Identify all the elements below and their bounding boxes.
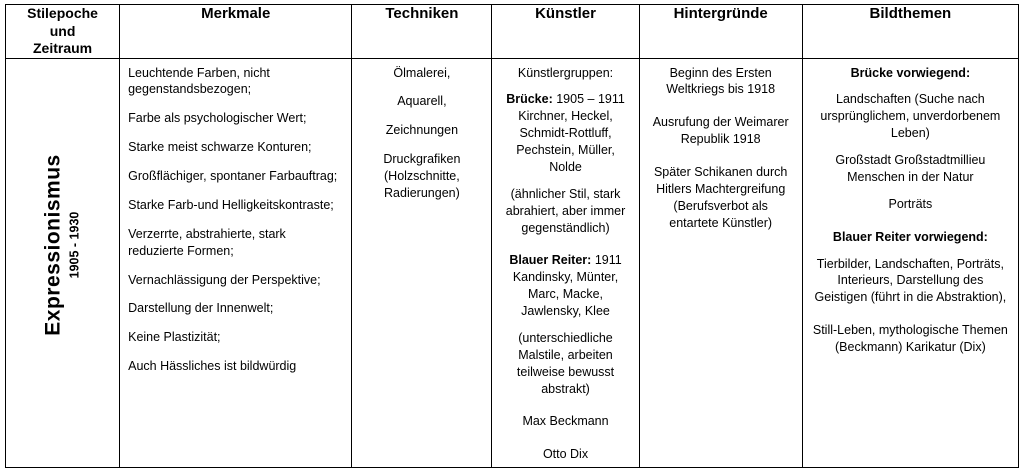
- merkmale-list: [120, 59, 351, 380]
- group1-note: (ähnlicher Stil, stark abrahiert, aber immer gegenständlich): [505, 186, 626, 235]
- column-header-hintergruende: Hintergründe: [639, 5, 802, 59]
- merkmale-item: Farbe als psychologischer Wert;: [128, 111, 307, 126]
- techniken-item: Ölmalerei,: [393, 65, 451, 80]
- epoch-rotated-wrap: [6, 59, 118, 431]
- cell-kuenstler: [492, 58, 639, 468]
- techniken-list: [352, 59, 491, 206]
- group2-note: (unterschiedliche Malstile, arbeiten teilweise bewusst abstrakt): [516, 330, 615, 396]
- merkmale-item: Darstellung der Innenwelt;: [128, 301, 274, 316]
- kuenstler-single: Otto Dix: [542, 447, 589, 462]
- group2-label: Blauer Reiter:: [509, 253, 592, 268]
- hintergruende-item: Später Schikanen durch Hitlers Machtergreifung (Berufsverbot als entartete Künstler): [653, 165, 788, 230]
- group1-members: Kirchner, Heckel, Schmidt-Rottluff, Pechstein, Müller, Nolde: [516, 109, 615, 174]
- kuenstler-intro: Künstlergruppen:: [517, 65, 614, 80]
- kuenstler-content: [492, 59, 638, 468]
- techniken-item: Zeichnungen: [385, 123, 459, 138]
- group1-years: 1905 – 1911: [556, 92, 625, 107]
- column-header-epoch-line2: und: [49, 22, 76, 39]
- column-header-epoch: [6, 5, 120, 59]
- bildthemen-content: [803, 59, 1018, 360]
- cell-techniken: [352, 58, 492, 468]
- hintergruende-item: Ausrufung der Weimarer Republik 1918: [652, 115, 789, 147]
- bildthemen-group2-label: [811, 229, 1010, 246]
- column-header-epoch-line1: Stilepoche: [27, 5, 98, 21]
- group2-members: Kandinsky, Münter, Marc, Macke, Jawlensky, Klee: [512, 270, 619, 318]
- bildthemen-group1-label: [811, 65, 1010, 82]
- kuenstler-single: Max Beckmann: [522, 414, 609, 429]
- merkmale-item: Starke meist schwarze Konturen;: [128, 140, 312, 155]
- techniken-item: Aquarell,: [397, 94, 447, 109]
- bildthemen-b1-label-text: Brücke vorwiegend:: [850, 65, 971, 80]
- document-page: [0, 4, 1024, 462]
- kuenstler-group1: [500, 91, 630, 175]
- epoch-rotated-text: [42, 154, 82, 335]
- bildthemen-b2-label-text: Blauer Reiter vorwiegend:: [832, 229, 988, 244]
- bildthemen-item: Tierbilder, Landschaften, Porträts, Interieurs, Darstellung des Geistigen (führt in die Abstraktion),: [814, 256, 1007, 305]
- table-header-row: [6, 5, 1019, 59]
- techniken-item: Druckgrafiken (Holzschnitte, Radierungen): [383, 152, 461, 200]
- merkmale-item: Keine Plastizität;: [128, 330, 221, 345]
- epoch-name: Expressionismus: [42, 153, 65, 336]
- column-header-techniken: Techniken: [352, 5, 492, 59]
- cell-hintergruende: [639, 58, 802, 468]
- cell-epoch: [6, 58, 120, 468]
- hintergruende-list: [640, 59, 802, 236]
- merkmale-item: Großflächiger, spontaner Farbauftrag;: [128, 169, 338, 183]
- column-header-merkmale: Merkmale: [120, 5, 352, 59]
- hintergruende-item: Beginn des Ersten Weltkriegs bis 1918: [666, 65, 776, 97]
- merkmale-item: Auch Hässliches ist bildwürdig: [128, 359, 297, 374]
- bildthemen-item: Landschaften (Suche nach ursprünglichem, unverdorbenem Leben): [820, 92, 1001, 141]
- merkmale-item: Vernachlässigung der Perspektive;: [128, 272, 321, 287]
- merkmale-item: Starke Farb-und Helligkeitskontraste;: [128, 197, 334, 212]
- art-epoch-table: [5, 4, 1019, 468]
- group1-label: Brücke:: [506, 92, 553, 107]
- kuenstler-group2: [500, 252, 630, 320]
- bildthemen-item: Still-Leben, mythologische Themen (Beckmann) Karikatur (Dix): [812, 323, 1008, 354]
- cell-merkmale: [120, 58, 352, 468]
- column-header-epoch-line3: Zeitraum: [32, 40, 93, 56]
- cell-bildthemen: [802, 58, 1018, 468]
- bildthemen-item: Porträts: [888, 196, 933, 211]
- bildthemen-item: Großstadt Großstadtmillieu Menschen in der Natur: [835, 153, 986, 184]
- epoch-years: 1905 - 1930: [68, 211, 82, 278]
- group2-years: 1911: [594, 253, 622, 268]
- merkmale-item: Leuchtende Farben, nicht gegenstandsbezogen;: [128, 65, 270, 97]
- column-header-kuenstler: Künstler: [492, 5, 639, 59]
- merkmale-item: Verzerrte, abstrahierte, stark reduzierte Formen;: [128, 226, 286, 258]
- column-header-bildthemen: Bildthemen: [802, 5, 1018, 59]
- table-row: [6, 58, 1019, 468]
